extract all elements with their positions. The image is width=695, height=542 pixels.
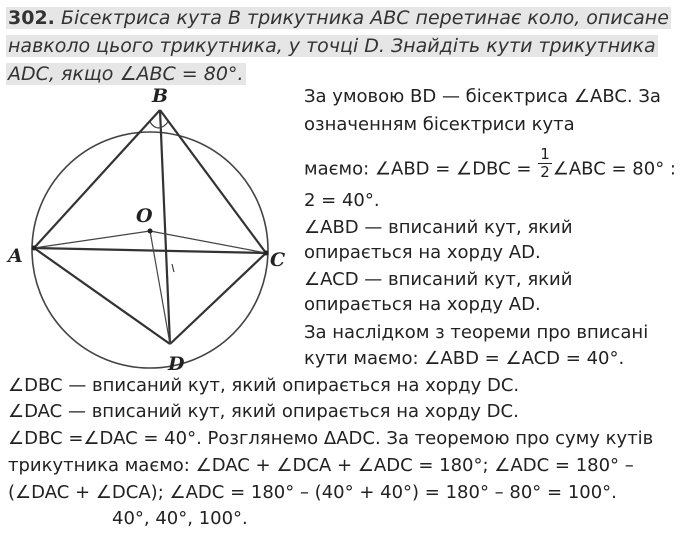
angle-arc-D bbox=[172, 264, 174, 272]
segment-AB bbox=[34, 110, 160, 248]
solution-line-2: означенням бісектриси кута bbox=[304, 114, 575, 135]
radius-OA bbox=[34, 231, 150, 248]
problem-line-3: ADC, якщо ∠ABC = 80°. bbox=[8, 63, 244, 85]
solution-line-1: За умовою BD — бісектриса ∠ABC. За bbox=[304, 86, 661, 107]
solution-line-9: За наслідком з теореми про вписані bbox=[304, 322, 649, 343]
point-C bbox=[264, 251, 269, 256]
point-A bbox=[32, 246, 37, 251]
center-point-O bbox=[148, 229, 153, 234]
label-C: C bbox=[270, 249, 286, 271]
solution-line-12: ∠DAC — вписаний кут, який опирається на хорду DC. bbox=[8, 401, 519, 422]
solution-line-4: 2 = 40°. bbox=[304, 190, 380, 211]
fraction-one-half: $\frac{1}{2}$ bbox=[540, 145, 550, 181]
segment-BD bbox=[160, 110, 170, 344]
segment-AC bbox=[34, 248, 266, 253]
segment-BC bbox=[160, 110, 266, 253]
segment-AD bbox=[34, 248, 170, 344]
problem-number: 302. bbox=[8, 7, 55, 29]
label-O: O bbox=[136, 205, 153, 227]
solution-line-3b: ∠ABC = 80° : bbox=[552, 158, 677, 180]
solution-line-5: ∠ABD — вписаний кут, який bbox=[304, 217, 573, 238]
solution-line-11: ∠DBC — вписаний кут, який опирається на хорду DC. bbox=[8, 375, 520, 396]
solution-line-7: ∠ACD — вписаний кут, який bbox=[304, 269, 573, 290]
solution-line-15: (∠DAC + ∠DCA); ∠ADC = 180° – (40° + 40°) = 180° – 80° = 100°. bbox=[8, 482, 617, 503]
segment-DC bbox=[170, 253, 266, 344]
angle-arc-B bbox=[150, 122, 168, 128]
label-B: B bbox=[152, 85, 169, 107]
problem-line-1: Бісектриса кута B трикутника ABC перетинає коло, описане bbox=[60, 7, 669, 29]
solution-line-10: кути маємо: ∠ABD = ∠ACD = 40°. bbox=[304, 348, 625, 369]
answer: 40°, 40°, 100°. bbox=[112, 508, 248, 529]
problem-line-2: навколо цього трикутника, у точці D. Знайдіть кути трикутника bbox=[8, 35, 656, 57]
radius-OC bbox=[150, 231, 266, 253]
label-A: A bbox=[8, 245, 23, 267]
solution-line-14: трикутника маємо: ∠DAC + ∠DCA + ∠ADC = 180°; ∠ADC = 180° – bbox=[8, 455, 634, 476]
geometry-figure bbox=[0, 76, 300, 376]
solution-line-8: опирається на хорду AD. bbox=[304, 294, 541, 315]
label-D: D bbox=[168, 353, 185, 375]
solution-line-3a: маємо: ∠ABD = ∠DBC = bbox=[304, 158, 538, 180]
solution-line-13: ∠DBC =∠DAC = 40°. Розглянемо ΔADC. За теоремою про суму кутів bbox=[8, 428, 654, 449]
solution-line-3 bbox=[304, 145, 677, 187]
solution-line-6: опирається на хорду AD. bbox=[304, 242, 541, 263]
